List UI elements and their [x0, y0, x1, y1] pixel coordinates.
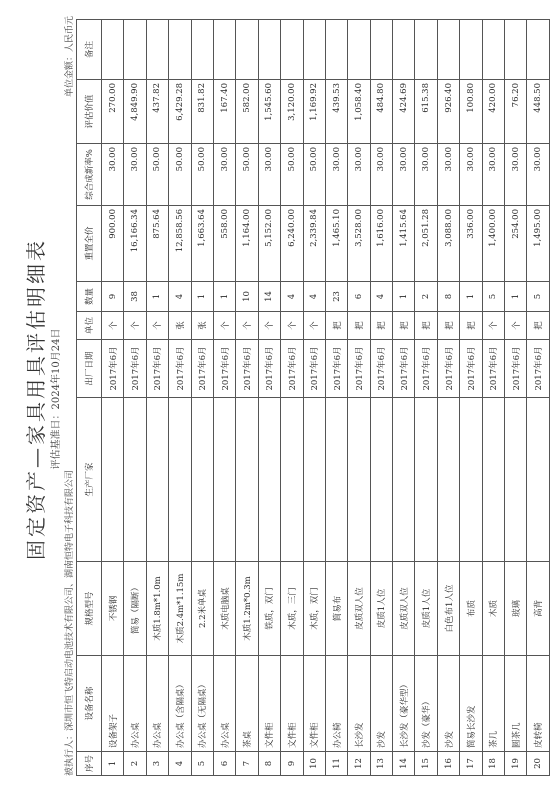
unit-cell: 个 — [482, 312, 504, 340]
remark-cell — [124, 20, 146, 80]
production-date-cell: 2017年6月 — [146, 340, 168, 398]
table-row — [393, 20, 415, 776]
newness-rate-cell: 30.00 — [460, 144, 482, 206]
row-number-cell: 5 — [191, 752, 213, 776]
quantity-cell: 1 — [146, 282, 168, 312]
replacement-cost-cell: 1,465.10 — [325, 206, 347, 282]
quantity-cell: 1 — [460, 282, 482, 312]
appraised-value-cell: 76.20 — [505, 80, 527, 144]
production-date-cell: 2017年6月 — [348, 340, 370, 398]
asset-name-cell: 办公桌 — [146, 656, 168, 752]
production-date-cell: 2017年6月 — [370, 340, 392, 398]
quantity-cell: 23 — [325, 282, 347, 312]
asset-name-cell: 文件柜 — [258, 656, 280, 752]
replacement-cost-cell: 875.64 — [146, 206, 168, 282]
manufacturer-cell — [281, 398, 303, 562]
manufacturer-cell — [236, 398, 258, 562]
header-cell: 综合成新率% — [77, 144, 102, 206]
appraised-value-cell: 484.80 — [370, 80, 392, 144]
newness-rate-cell: 50.00 — [169, 144, 191, 206]
unit-cell: 个 — [236, 312, 258, 340]
asset-name-cell: 设备架子 — [102, 656, 124, 752]
appraised-value-cell: 926.40 — [437, 80, 459, 144]
spec-model-cell: 皮质双人位 — [348, 562, 370, 656]
document-title: 固定资产—家具用具评估明细表 — [24, 238, 48, 560]
spec-model-cell: 木质1.2m*0.3m — [236, 562, 258, 656]
quantity-cell: 4 — [281, 282, 303, 312]
unit-cell: 个 — [146, 312, 168, 340]
row-number-cell: 15 — [415, 752, 437, 776]
row-number-cell: 19 — [505, 752, 527, 776]
replacement-cost-cell: 1,400.00 — [482, 206, 504, 282]
remark-cell — [213, 20, 235, 80]
appraised-value-cell: 448.50 — [527, 80, 549, 144]
newness-rate-cell: 50.00 — [303, 144, 325, 206]
quantity-cell: 8 — [437, 282, 459, 312]
manufacturer-cell — [348, 398, 370, 562]
asset-name-cell: 简易长沙发 — [460, 656, 482, 752]
production-date-cell: 2017年6月 — [325, 340, 347, 398]
production-date-cell: 2017年6月 — [393, 340, 415, 398]
unit-cell: 把 — [393, 312, 415, 340]
replacement-cost-cell: 1,495.00 — [527, 206, 549, 282]
header-cell: 规格型号 — [77, 562, 102, 656]
production-date-cell: 2017年6月 — [281, 340, 303, 398]
quantity-cell: 1 — [393, 282, 415, 312]
spec-model-cell: 木质2.4m*1.15m — [169, 562, 191, 656]
unit-cell: 把 — [415, 312, 437, 340]
remark-cell — [325, 20, 347, 80]
production-date-cell: 2017年6月 — [482, 340, 504, 398]
remark-cell — [146, 20, 168, 80]
table-row — [169, 20, 191, 776]
unit-cell: 个 — [281, 312, 303, 340]
table-row — [370, 20, 392, 776]
unit-cell: 张 — [169, 312, 191, 340]
quantity-cell: 10 — [236, 282, 258, 312]
quantity-cell: 4 — [370, 282, 392, 312]
unit-cell: 把 — [348, 312, 370, 340]
spec-model-cell: 木质，双门 — [303, 562, 325, 656]
remark-cell — [527, 20, 549, 80]
unit-cell: 张 — [191, 312, 213, 340]
header-cell: 生产厂家 — [77, 398, 102, 562]
appraised-value-cell: 6,429.28 — [169, 80, 191, 144]
spec-model-cell: 不锈钢 — [102, 562, 124, 656]
replacement-cost-cell: 254.00 — [505, 206, 527, 282]
appraised-value-cell: 437.82 — [146, 80, 168, 144]
table-row — [437, 20, 459, 776]
spec-model-cell: 铁质，双门 — [258, 562, 280, 656]
row-number-cell: 12 — [348, 752, 370, 776]
remark-cell — [437, 20, 459, 80]
quantity-cell: 4 — [169, 282, 191, 312]
table-row — [281, 20, 303, 776]
replacement-cost-cell: 2,339.84 — [303, 206, 325, 282]
unit-cell: 个 — [258, 312, 280, 340]
table-row — [213, 20, 235, 776]
spec-model-cell: 木质 — [482, 562, 504, 656]
unit-cell: 个 — [303, 312, 325, 340]
row-number-cell: 18 — [482, 752, 504, 776]
replacement-cost-cell: 2,051.28 — [415, 206, 437, 282]
remark-cell — [505, 20, 527, 80]
table-row — [505, 20, 527, 776]
unit-cell: 把 — [370, 312, 392, 340]
appraised-value-cell: 424.69 — [393, 80, 415, 144]
manufacturer-cell — [213, 398, 235, 562]
table-row — [124, 20, 146, 776]
header-cell: 重置全价 — [77, 206, 102, 282]
spec-model-cell: 木质1.8m*1.0m — [146, 562, 168, 656]
asset-name-cell: 沙发（豪华） — [415, 656, 437, 752]
header-cell: 评估价值 — [77, 80, 102, 144]
asset-name-cell: 办公桌 — [124, 656, 146, 752]
production-date-cell: 2017年6月 — [415, 340, 437, 398]
asset-name-cell: 办公椅 — [325, 656, 347, 752]
unit-cell: 个 — [505, 312, 527, 340]
table-row — [325, 20, 347, 776]
spec-model-cell: 木质电脑桌 — [213, 562, 235, 656]
row-number-cell: 3 — [146, 752, 168, 776]
production-date-cell: 2017年6月 — [527, 340, 549, 398]
spec-model-cell: 简易（隔断） — [124, 562, 146, 656]
remark-cell — [102, 20, 124, 80]
row-number-cell: 4 — [169, 752, 191, 776]
remark-cell — [482, 20, 504, 80]
table-row — [236, 20, 258, 776]
quantity-cell: 5 — [482, 282, 504, 312]
spec-model-cell: 皮质1人位 — [415, 562, 437, 656]
appraised-value-cell: 167.40 — [213, 80, 235, 144]
production-date-cell: 2017年6月 — [191, 340, 213, 398]
asset-name-cell: 圆茶几 — [505, 656, 527, 752]
manufacturer-cell — [527, 398, 549, 562]
appraised-value-cell: 100.80 — [460, 80, 482, 144]
table-row — [191, 20, 213, 776]
unit-cell: 把 — [460, 312, 482, 340]
production-date-cell: 2017年6月 — [505, 340, 527, 398]
remark-cell — [370, 20, 392, 80]
asset-name-cell: 文件柜 — [281, 656, 303, 752]
quantity-cell: 6 — [348, 282, 370, 312]
currency-unit: 单位金额：人民币元 — [65, 16, 75, 98]
asset-name-cell: 长沙发 — [348, 656, 370, 752]
manufacturer-cell — [191, 398, 213, 562]
spec-model-cell: 高背 — [527, 562, 549, 656]
replacement-cost-cell: 12,858.56 — [169, 206, 191, 282]
asset-name-cell: 茶几 — [482, 656, 504, 752]
header-cell: 数量 — [77, 282, 102, 312]
newness-rate-cell: 30.00 — [370, 144, 392, 206]
unit-cell: 个 — [102, 312, 124, 340]
production-date-cell: 2017年6月 — [169, 340, 191, 398]
manufacturer-cell — [325, 398, 347, 562]
newness-rate-cell: 30.00 — [437, 144, 459, 206]
newness-rate-cell: 30.00 — [505, 144, 527, 206]
manufacturer-cell — [169, 398, 191, 562]
replacement-cost-cell: 336.00 — [460, 206, 482, 282]
manufacturer-cell — [258, 398, 280, 562]
table-row — [527, 20, 549, 776]
appraised-value-cell: 4,849.90 — [124, 80, 146, 144]
replacement-cost-cell: 6,240.00 — [281, 206, 303, 282]
newness-rate-cell: 50.00 — [146, 144, 168, 206]
replacement-cost-cell: 3,528.00 — [348, 206, 370, 282]
table-row — [482, 20, 504, 776]
quantity-cell: 1 — [505, 282, 527, 312]
quantity-cell: 1 — [213, 282, 235, 312]
appraised-value-cell: 439.53 — [325, 80, 347, 144]
row-number-cell: 16 — [437, 752, 459, 776]
newness-rate-cell: 30.00 — [482, 144, 504, 206]
newness-rate-cell: 50.00 — [236, 144, 258, 206]
production-date-cell: 2017年6月 — [213, 340, 235, 398]
spec-model-cell: 简易布 — [325, 562, 347, 656]
quantity-cell: 4 — [303, 282, 325, 312]
appraised-value-cell: 1,169.92 — [303, 80, 325, 144]
manufacturer-cell — [437, 398, 459, 562]
base-date: 评估基准日：2024年10月24日 — [51, 328, 62, 470]
production-date-cell: 2017年6月 — [258, 340, 280, 398]
asset-name-cell: 皮转椅 — [527, 656, 549, 752]
remark-cell — [191, 20, 213, 80]
manufacturer-cell — [415, 398, 437, 562]
newness-rate-cell: 30.00 — [348, 144, 370, 206]
table-header-row — [77, 20, 102, 776]
asset-name-cell: 办公桌（无隔桌） — [191, 656, 213, 752]
remark-cell — [258, 20, 280, 80]
quantity-cell: 2 — [415, 282, 437, 312]
remark-cell — [348, 20, 370, 80]
replacement-cost-cell: 1,164.00 — [236, 206, 258, 282]
quantity-cell: 9 — [102, 282, 124, 312]
row-number-cell: 13 — [370, 752, 392, 776]
manufacturer-cell — [460, 398, 482, 562]
appraised-value-cell: 3,120.00 — [281, 80, 303, 144]
replacement-cost-cell: 1,415.64 — [393, 206, 415, 282]
appraised-value-cell: 1,058.40 — [348, 80, 370, 144]
remark-cell — [281, 20, 303, 80]
newness-rate-cell: 30.00 — [213, 144, 235, 206]
remark-cell — [303, 20, 325, 80]
row-number-cell: 9 — [281, 752, 303, 776]
spec-model-cell: 布质 — [460, 562, 482, 656]
row-number-cell: 17 — [460, 752, 482, 776]
appraised-value-cell: 1,545.60 — [258, 80, 280, 144]
quantity-cell: 1 — [191, 282, 213, 312]
table-row — [415, 20, 437, 776]
appraised-value-cell: 582.00 — [236, 80, 258, 144]
asset-name-cell: 办公桌（含隔桌） — [169, 656, 191, 752]
manufacturer-cell — [370, 398, 392, 562]
header-cell: 备注 — [77, 20, 102, 80]
table-row — [102, 20, 124, 776]
row-number-cell: 1 — [102, 752, 124, 776]
table-row — [258, 20, 280, 776]
newness-rate-cell: 30.00 — [527, 144, 549, 206]
quantity-cell: 38 — [124, 282, 146, 312]
asset-name-cell: 文件柜 — [303, 656, 325, 752]
replacement-cost-cell: 1,663.64 — [191, 206, 213, 282]
newness-rate-cell: 30.00 — [415, 144, 437, 206]
manufacturer-cell — [393, 398, 415, 562]
unit-cell: 把 — [325, 312, 347, 340]
manufacturer-cell — [303, 398, 325, 562]
remark-cell — [236, 20, 258, 80]
table-row — [303, 20, 325, 776]
appraised-value-cell: 420.00 — [482, 80, 504, 144]
newness-rate-cell: 50.00 — [281, 144, 303, 206]
production-date-cell: 2017年6月 — [102, 340, 124, 398]
table-row — [460, 20, 482, 776]
replacement-cost-cell: 5,152.00 — [258, 206, 280, 282]
manufacturer-cell — [505, 398, 527, 562]
appraised-party: 被执行人：深圳市恒飞特启动电池技术有限公司、湖南恒特电子科技有限公司 — [65, 469, 75, 776]
manufacturer-cell — [102, 398, 124, 562]
spec-model-cell: 白色布1人位 — [437, 562, 459, 656]
newness-rate-cell: 50.00 — [191, 144, 213, 206]
row-number-cell: 11 — [325, 752, 347, 776]
replacement-cost-cell: 900.00 — [102, 206, 124, 282]
unit-cell: 把 — [437, 312, 459, 340]
production-date-cell: 2017年6月 — [303, 340, 325, 398]
appraised-value-cell: 831.82 — [191, 80, 213, 144]
spec-model-cell: 2.2米单桌 — [191, 562, 213, 656]
replacement-cost-cell: 16,166.34 — [124, 206, 146, 282]
row-number-cell: 2 — [124, 752, 146, 776]
asset-name-cell: 沙发 — [370, 656, 392, 752]
replacement-cost-cell: 558.00 — [213, 206, 235, 282]
row-number-cell: 8 — [258, 752, 280, 776]
remark-cell — [393, 20, 415, 80]
asset-table — [76, 19, 550, 776]
newness-rate-cell: 30.00 — [102, 144, 124, 206]
appraised-value-cell: 615.38 — [415, 80, 437, 144]
row-number-cell: 20 — [527, 752, 549, 776]
spec-model-cell: 玻璃 — [505, 562, 527, 656]
spec-model-cell: 皮质双人位 — [393, 562, 415, 656]
replacement-cost-cell: 1,616.00 — [370, 206, 392, 282]
production-date-cell: 2017年6月 — [460, 340, 482, 398]
newness-rate-cell: 30.00 — [258, 144, 280, 206]
quantity-cell: 14 — [258, 282, 280, 312]
unit-cell: 把 — [527, 312, 549, 340]
manufacturer-cell — [146, 398, 168, 562]
newness-rate-cell: 30.00 — [325, 144, 347, 206]
unit-cell: 个 — [213, 312, 235, 340]
row-number-cell: 6 — [213, 752, 235, 776]
header-cell: 单位 — [77, 312, 102, 340]
spec-model-cell: 木质，三门 — [281, 562, 303, 656]
remark-cell — [415, 20, 437, 80]
spec-model-cell: 皮质1人位 — [370, 562, 392, 656]
header-cell: 出厂日期 — [77, 340, 102, 398]
asset-name-cell: 茶桌 — [236, 656, 258, 752]
manufacturer-cell — [482, 398, 504, 562]
quantity-cell: 5 — [527, 282, 549, 312]
manufacturer-cell — [124, 398, 146, 562]
row-number-cell: 14 — [393, 752, 415, 776]
table-body — [102, 20, 550, 776]
asset-name-cell: 办公桌 — [213, 656, 235, 752]
production-date-cell: 2017年6月 — [437, 340, 459, 398]
asset-name-cell: 长沙发（豪华型） — [393, 656, 415, 752]
row-number-cell: 7 — [236, 752, 258, 776]
header-cell: 设备名称 — [77, 656, 102, 752]
unit-cell: 个 — [124, 312, 146, 340]
newness-rate-cell: 30.00 — [124, 144, 146, 206]
production-date-cell: 2017年6月 — [124, 340, 146, 398]
replacement-cost-cell: 3,088.00 — [437, 206, 459, 282]
remark-cell — [169, 20, 191, 80]
production-date-cell: 2017年6月 — [236, 340, 258, 398]
appraised-value-cell: 270.00 — [102, 80, 124, 144]
row-number-cell: 10 — [303, 752, 325, 776]
asset-name-cell: 沙发 — [437, 656, 459, 752]
table-row — [146, 20, 168, 776]
header-cell: 序号 — [77, 752, 102, 776]
newness-rate-cell: 30.00 — [393, 144, 415, 206]
remark-cell — [460, 20, 482, 80]
table-row — [348, 20, 370, 776]
